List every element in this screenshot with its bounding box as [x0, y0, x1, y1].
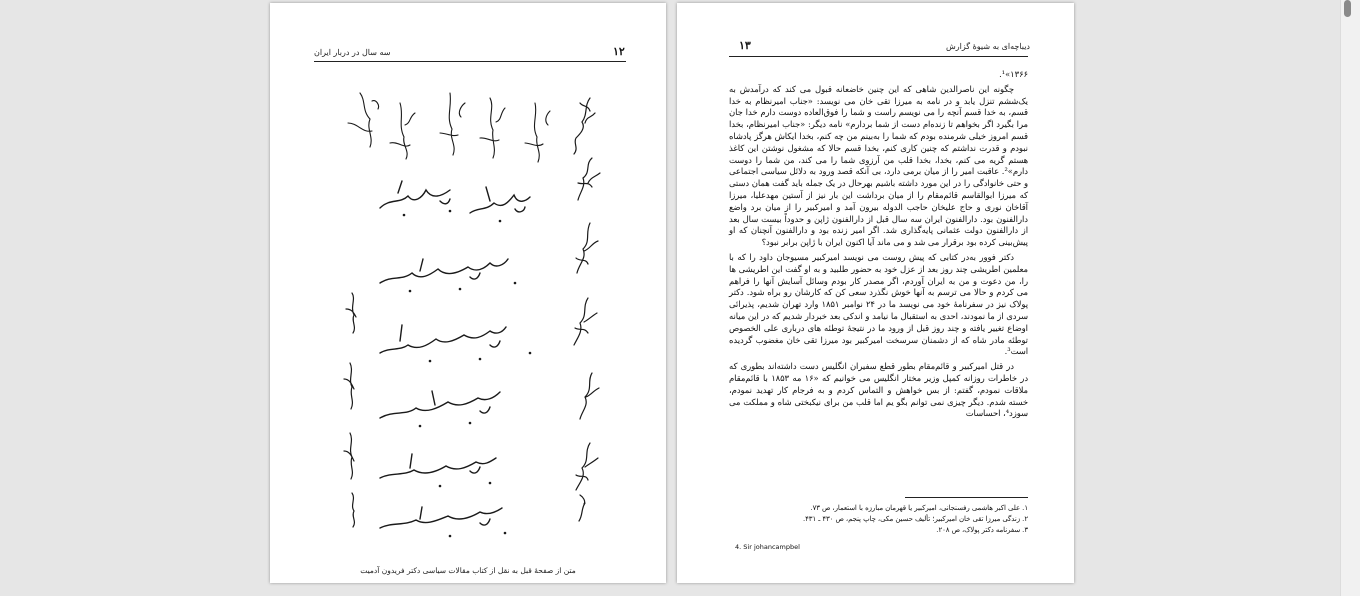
left-page	[270, 3, 666, 583]
vertical-scrollbar[interactable]	[1340, 0, 1360, 596]
left-page-header-title: سه سال در دربار ایران	[314, 48, 391, 57]
handwritten-letter-image	[340, 83, 610, 553]
footnote-item: ۱. علی اکبر هاشمی رفسنجانی، امیرکبیر یا قهرمان مبارزه با استعمار، ص ۷۳.	[810, 504, 1028, 512]
right-page	[677, 3, 1074, 583]
body-paragraph: دکتر فوور به‌در کتابی که پیش روست می نویسد امیرکبیر مسیوجان داود را که با معلمین اطریشی چند روز بعد از عزل خود به حضور طلبید و به او گفت این اطریشی ها را، من دعوت و من به ایران آوردم، اگر مصدر کار بودم وسائل آسایش آنها را فراهم می کردم و حالا می ترسم به آنها خوش نگذرد سعی کن که کارشان رو براه شود. دکتر پولاک نیز در سفرنامهٔ خود می نویسد ما در ۲۴ نوامبر ۱۸۵۱ وارد تهران شدیم، پذیرائی سردی از ما نمودند، احدی به استقبال ما نیامد و اندکی بعد خبردار شدیم که در این میانه اوضاع تغییر یافته و چند روز قبل از ورود ما در نتیجهٔ توطئه های درباری علی الخصوص توطئه مادر شاه که از دشمنان سرسخت امیرکبیر بود میرزا تقی خان مغضوب گردیده است³.	[729, 251, 1029, 357]
body-paragraph: چگونه این ناصرالدین شاهی که این چنین خاضعانه قبول می کند که درآمدش به یک‌ششم تنزل یابد و در نامه به میرزا تقی خان می نویسد: «جناب امیرنظام به خدا قسم، به خدا قسم آنچه را می نویسم راست و شما را فوق‌العاده دوست دارم خدا جان مرا بگیرد اگر بخواهم تا زنده‌ام دست از شما بردارم» نامه دیگر: «جناب امیرنظام، بخدا قسم امروز خیلی شرمنده بودم که شما را به‌بینم من چه کنم، بخدا ایکاش هرگز پادشاه نبودم و قدرت نداشتم که چنین کاری کنم، بخدا قسم حالا که مشغول نوشتن این کاغذ هستم گریه می کنم، بخدا، بخدا قلب من آرزوی شما را می کند، من شما را دوست دارم»². عاقبت امیر را از میان برمی دارد، بی آنکه قصد ورود به دلائل سیاسی اجتماعی و حتی خانوادگی را در این مورد داشته باشیم بهرحال در یک جمله باید گفت همان دستی که میرزا ابوالقاسم قائم‌مقام را از میان برداشت این بار نیز از آستین مهدعلیا، میرزا آقاخان نوری و حاج علیخان حاجب الدوله بیرون آمد و امیرکبیر را از میان برد واضع دارالفنون بود. دارالفنون ایران سه سال قبل از دارالفنون ژاپن و حدوداً بیست سال بعد از دارالفنون دولت عثمانی پایه‌گذاری شد. اگر امیر زنده بود و دارالفنون آنچنان که او پیش‌بینی کرده بود برقرار می شد و می ماند آیا اکنون ایران با ژاپن برابر نبود؟	[729, 83, 1028, 248]
right-page-header-title: دیباچه‌ای به شیوهٔ گزارش	[945, 42, 1030, 51]
footnote-item: ۳. سفرنامه دکتر پولاک، ص ۲۰۸.	[936, 526, 1028, 534]
latin-footnote: 4. Sir johancampbel	[735, 543, 800, 551]
right-header-rule	[729, 56, 1028, 57]
body-paragraph: در قتل امیرکبیر و قائم‌مقام بطور قطع سفیران انگلیس دست داشته‌اند بطوری که در خاطرات روزانه کمپل وزیر مختار انگلیس می خوانیم که «۱۶ مه ۱۸۵۳ با قائم‌مقام ملاقات نمودم، گفتم: از بس خواهش و التماس کردم و به فرجام کار تهدید نمودم، خسته شدم. دیگر چیزی نمی توانم بگو یم اما قلب من برای نیکبختی شاه و مملکت می سوزد⁴، احساسات	[729, 361, 1029, 419]
footnotes	[729, 503, 1028, 536]
scrollbar-thumb[interactable]	[1344, 0, 1351, 17]
footnote-item: ۲. زندگی میرزا تقی خان امیرکبیر؛ تألیف حسین مکی، چاپ پنجم، ص ۴۳۰ ـ ۴۳۱.	[802, 515, 1028, 523]
body-paragraph: ۱۳۶۶»¹.	[999, 69, 1028, 79]
right-page-number: ۱۳	[739, 39, 751, 52]
right-page-body	[729, 69, 1028, 420]
left-page-caption: متن از صفحهٔ قبل به نقل از کتاب مقالات سیاسی دکتر فریدون آدمیت	[360, 566, 576, 575]
left-header-rule	[314, 61, 626, 62]
left-page-number: ۱۲	[613, 45, 625, 58]
footnote-rule	[905, 497, 1028, 498]
